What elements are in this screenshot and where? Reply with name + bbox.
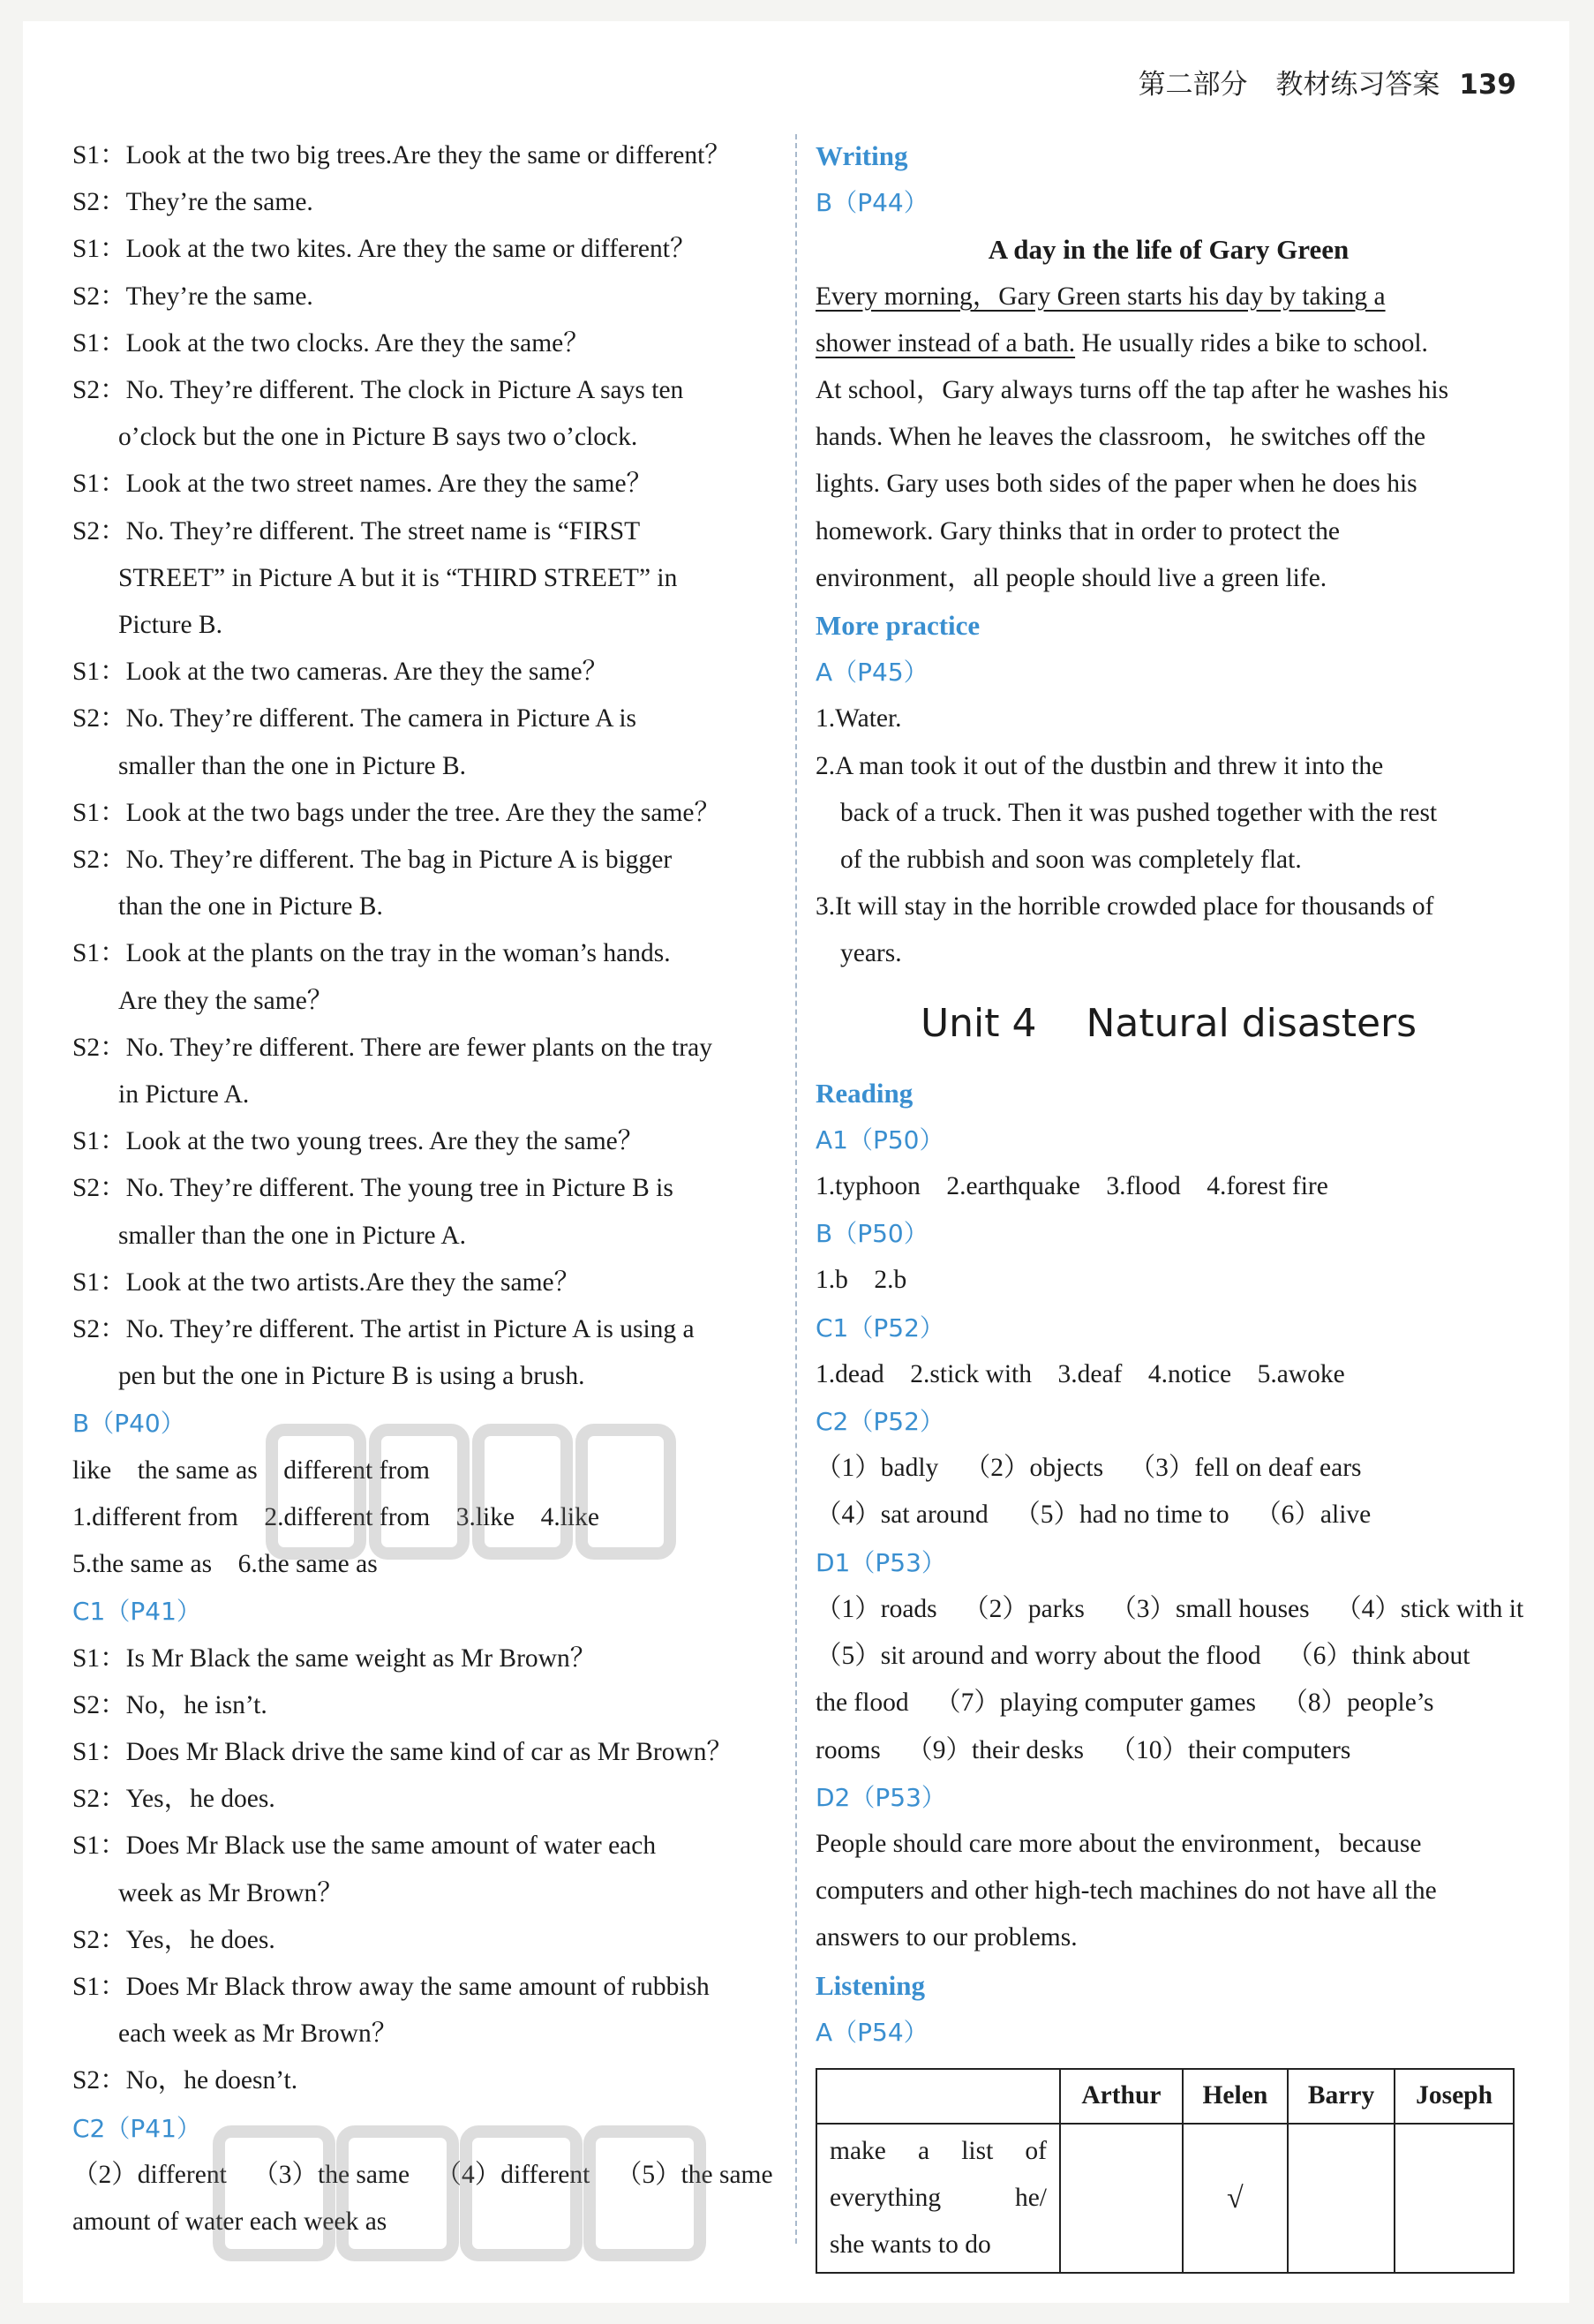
table-header-cell: [816, 2069, 1060, 2124]
answer-line: of the rubbish and soon was completely flat.: [840, 846, 1302, 875]
watermark-image: [265, 1412, 680, 1571]
section-heading-reading: Reading: [816, 1077, 914, 1109]
answer-line: the flood （7）playing computer games （8）people’s: [816, 1688, 1434, 1718]
dialogue-line: S1：Look at the two street names. Are they the same？: [72, 470, 653, 499]
table-cell-helen: √: [1183, 2124, 1288, 2273]
row-label-line: she wants to do: [830, 2230, 991, 2259]
dialogue-line: week as Mr Brown？: [118, 1878, 343, 1907]
essay-underlined-fragment: shower instead of a bath.: [816, 328, 1076, 357]
left-column: [72, 132, 778, 2245]
dialogue-line: each week as Mr Brown？: [118, 2019, 398, 2049]
section-heading-listening: Listening: [816, 1969, 926, 2001]
table-cell-joseph: [1395, 2124, 1514, 2273]
exercise-ref-b-p40: B（P40）: [72, 1409, 185, 1439]
watermark-shape: [212, 2114, 706, 2273]
column-divider: [795, 134, 797, 2244]
dialogue-line: S2：Yes，he does.: [72, 1925, 275, 1954]
dialogue-line: pen but the one in Picture B is using a brush.: [118, 1362, 585, 1391]
answer-line: 3.It will stay in the horrible crowded place for thousands of: [816, 892, 1434, 921]
watermark-shape: [265, 1412, 680, 1571]
table-header-cell: Barry: [1288, 2069, 1395, 2124]
exercise-ref-a-p45: A（P45）: [816, 658, 929, 688]
essay-line: lights. Gary uses both sides of the paper when he does his: [816, 470, 1417, 499]
answer-line: 1.dead 2.stick with 3.deaf 4.notice 5.awoke: [816, 1359, 1345, 1388]
section-heading-writing: Writing: [816, 140, 908, 171]
dialogue-line: S1：Look at the two bags under the tree. Are they the same？: [72, 798, 721, 827]
table-row: [816, 2124, 1514, 2273]
table-header-cell: Arthur: [1060, 2069, 1183, 2124]
dialogue-line: S2：No，he isn’t.: [72, 1690, 267, 1719]
dialogue-line: S2：No. They’re different. There are fewer plants on the tray: [72, 1033, 712, 1062]
answer-line: amount of water each week as: [72, 2207, 387, 2236]
dialogue-line: S2：Yes，he does.: [72, 1785, 275, 1814]
answer-line: （4）sat around （5）had no time to （6）alive: [816, 1500, 1372, 1530]
dialogue-line: than the one in Picture B.: [118, 892, 383, 921]
answer-line: back of a truck. Then it was pushed together with the rest: [840, 798, 1438, 827]
exercise-ref-c1-p52: C1（P52）: [816, 1312, 944, 1343]
essay-line: At school，Gary always turns off the tap after he washes his: [816, 376, 1449, 405]
dialogue-line: S1：Is Mr Black the same weight as Mr Brown？: [72, 1643, 597, 1673]
dialogue-line: S2：No. They’re different. The bag in Picture A is bigger: [72, 846, 673, 875]
dialogue-line: S1：Look at the two kites. Are they the same or different？: [72, 235, 696, 264]
exercise-ref-d1-p53: D1（P53）: [816, 1547, 946, 1577]
dialogue-line: S1：Look at the plants on the tray in the woman’s hands.: [72, 939, 671, 968]
table-header-cell: Helen: [1183, 2069, 1288, 2124]
header-title: 教材练习答案: [1275, 69, 1440, 101]
answer-line: 1.Water.: [816, 704, 902, 733]
dialogue-line: S2：No. They’re different. The camera in Picture A is: [72, 704, 637, 733]
dialogue-line: S2：No. They’re different. The clock in Picture A says ten: [72, 376, 684, 405]
dialogue-line: S1：Does Mr Black throw away the same amount of rubbish: [72, 1972, 710, 2001]
answer-line: （1）roads （2）parks （3）small houses （4）stick with it: [816, 1594, 1524, 1623]
right-column: [816, 132, 1522, 2274]
dialogue-line: Picture B.: [118, 611, 222, 640]
listening-table: [816, 2068, 1515, 2274]
table-cell-barry: [1288, 2124, 1395, 2273]
table-header-row: [816, 2069, 1514, 2124]
answer-line: （2）different （3）the same （4）different （5）the same: [72, 2160, 773, 2189]
essay-title: A day in the life of Gary Green: [988, 234, 1350, 266]
dialogue-line: S1：Look at the two artists.Are they the same？: [72, 1267, 581, 1297]
essay-line: homework. Gary thinks that in order to protect the: [816, 516, 1340, 545]
answer-line: 1.typhoon 2.earthquake 3.flood 4.forest fire: [816, 1172, 1328, 1201]
essay-line: environment，all people should live a green life.: [816, 563, 1327, 592]
answer-line: （5）sit around and worry about the flood （6）think about: [816, 1642, 1470, 1671]
answer-line: 2.A man took it out of the dustbin and threw it into the: [816, 751, 1384, 780]
dialogue-line: S1：Look at the two cameras. Are they the same？: [72, 658, 609, 687]
row-label-line: make a list of: [830, 2136, 1047, 2165]
dialogue-line: Are they the same？: [118, 986, 334, 1015]
essay-line-underlined: Every morning，Gary Green starts his day by taking a: [816, 282, 1386, 311]
table-row-label: [816, 2124, 1060, 2273]
dialogue-line: S2：No. They’re different. The street name is “FIRST: [72, 516, 641, 545]
answer-line: answers to our problems.: [816, 1923, 1078, 1952]
exercise-ref-d2-p53: D2（P53）: [816, 1782, 946, 1812]
header-section: 第二部分: [1138, 69, 1248, 101]
answer-line: People should care more about the environment，because: [816, 1829, 1422, 1858]
dialogue-line: S2：No. They’re different. The artist in Picture A is using a: [72, 1315, 695, 1344]
answer-line: computers and other high-tech machines do not have all the: [816, 1876, 1437, 1906]
dialogue-line: o’clock but the one in Picture B says two o’clock.: [118, 423, 638, 452]
unit-title: Unit 4 Natural disasters: [920, 1000, 1417, 1046]
dialogue-line: in Picture A.: [118, 1080, 250, 1109]
answer-line: 5.the same as 6.the same as: [72, 1550, 378, 1579]
essay-line: [816, 320, 1522, 367]
exercise-ref-b-p50: B（P50）: [816, 1219, 929, 1249]
dialogue-line: S2：They’re the same.: [72, 188, 313, 217]
page-number: 139: [1459, 69, 1516, 101]
answer-line: like the same as different from: [72, 1455, 430, 1485]
row-label-line: everything he/: [830, 2183, 1047, 2212]
dialogue-line: smaller than the one in Picture B.: [118, 751, 467, 780]
answer-line: rooms （9）their desks （10）their computers: [816, 1735, 1351, 1764]
dialogue-line: S1：Look at the two clocks. Are they the same？: [72, 328, 590, 357]
table-header-cell: Joseph: [1395, 2069, 1514, 2124]
table-cell-arthur: [1060, 2124, 1183, 2273]
dialogue-line: smaller than the one in Picture A.: [118, 1221, 467, 1250]
watermark-image: [212, 2114, 706, 2273]
answer-line: 1.b 2.b: [816, 1266, 907, 1295]
dialogue-line: STREET” in Picture A but it is “THIRD STREET” in: [118, 563, 678, 592]
answer-line: （1）badly （2）objects （3）fell on deaf ears: [816, 1454, 1362, 1483]
exercise-ref-c1-p41: C1（P41）: [72, 1597, 201, 1627]
essay-line: hands. When he leaves the classroom，he switches off the: [816, 423, 1426, 452]
exercise-ref-c2-p52: C2（P52）: [816, 1407, 944, 1437]
dialogue-line: S2：No，he doesn’t.: [72, 2066, 298, 2095]
exercise-ref-a1-p50: A1（P50）: [816, 1124, 944, 1154]
dialogue-line: S2：They’re the same.: [72, 282, 313, 311]
answer-line: 1.different from 2.different from 3.like 4.like: [72, 1502, 599, 1531]
dialogue-line: S1：Does Mr Black use the same amount of water each: [72, 1831, 657, 1861]
dialogue-line: S1：Does Mr Black drive the same kind of car as Mr Brown？: [72, 1737, 733, 1766]
section-heading-more-practice: More practice: [816, 610, 981, 642]
exercise-ref-c2-p41: C2（P41）: [72, 2113, 201, 2143]
dialogue-line: S1：Look at the two young trees. Are they the same？: [72, 1127, 644, 1156]
dialogue-line: S1：Look at the two big trees.Are they the same or different？: [72, 141, 731, 169]
exercise-ref-a-p54: A（P54）: [816, 2017, 929, 2047]
exercise-ref-b-p44: B（P44）: [816, 188, 929, 218]
essay-line-rest: He usually rides a bike to school.: [1075, 328, 1428, 357]
dialogue-line: S2：No. They’re different. The young tree in Picture B is: [72, 1174, 673, 1203]
answer-line: years.: [840, 939, 902, 968]
page-header: [1139, 62, 1516, 102]
